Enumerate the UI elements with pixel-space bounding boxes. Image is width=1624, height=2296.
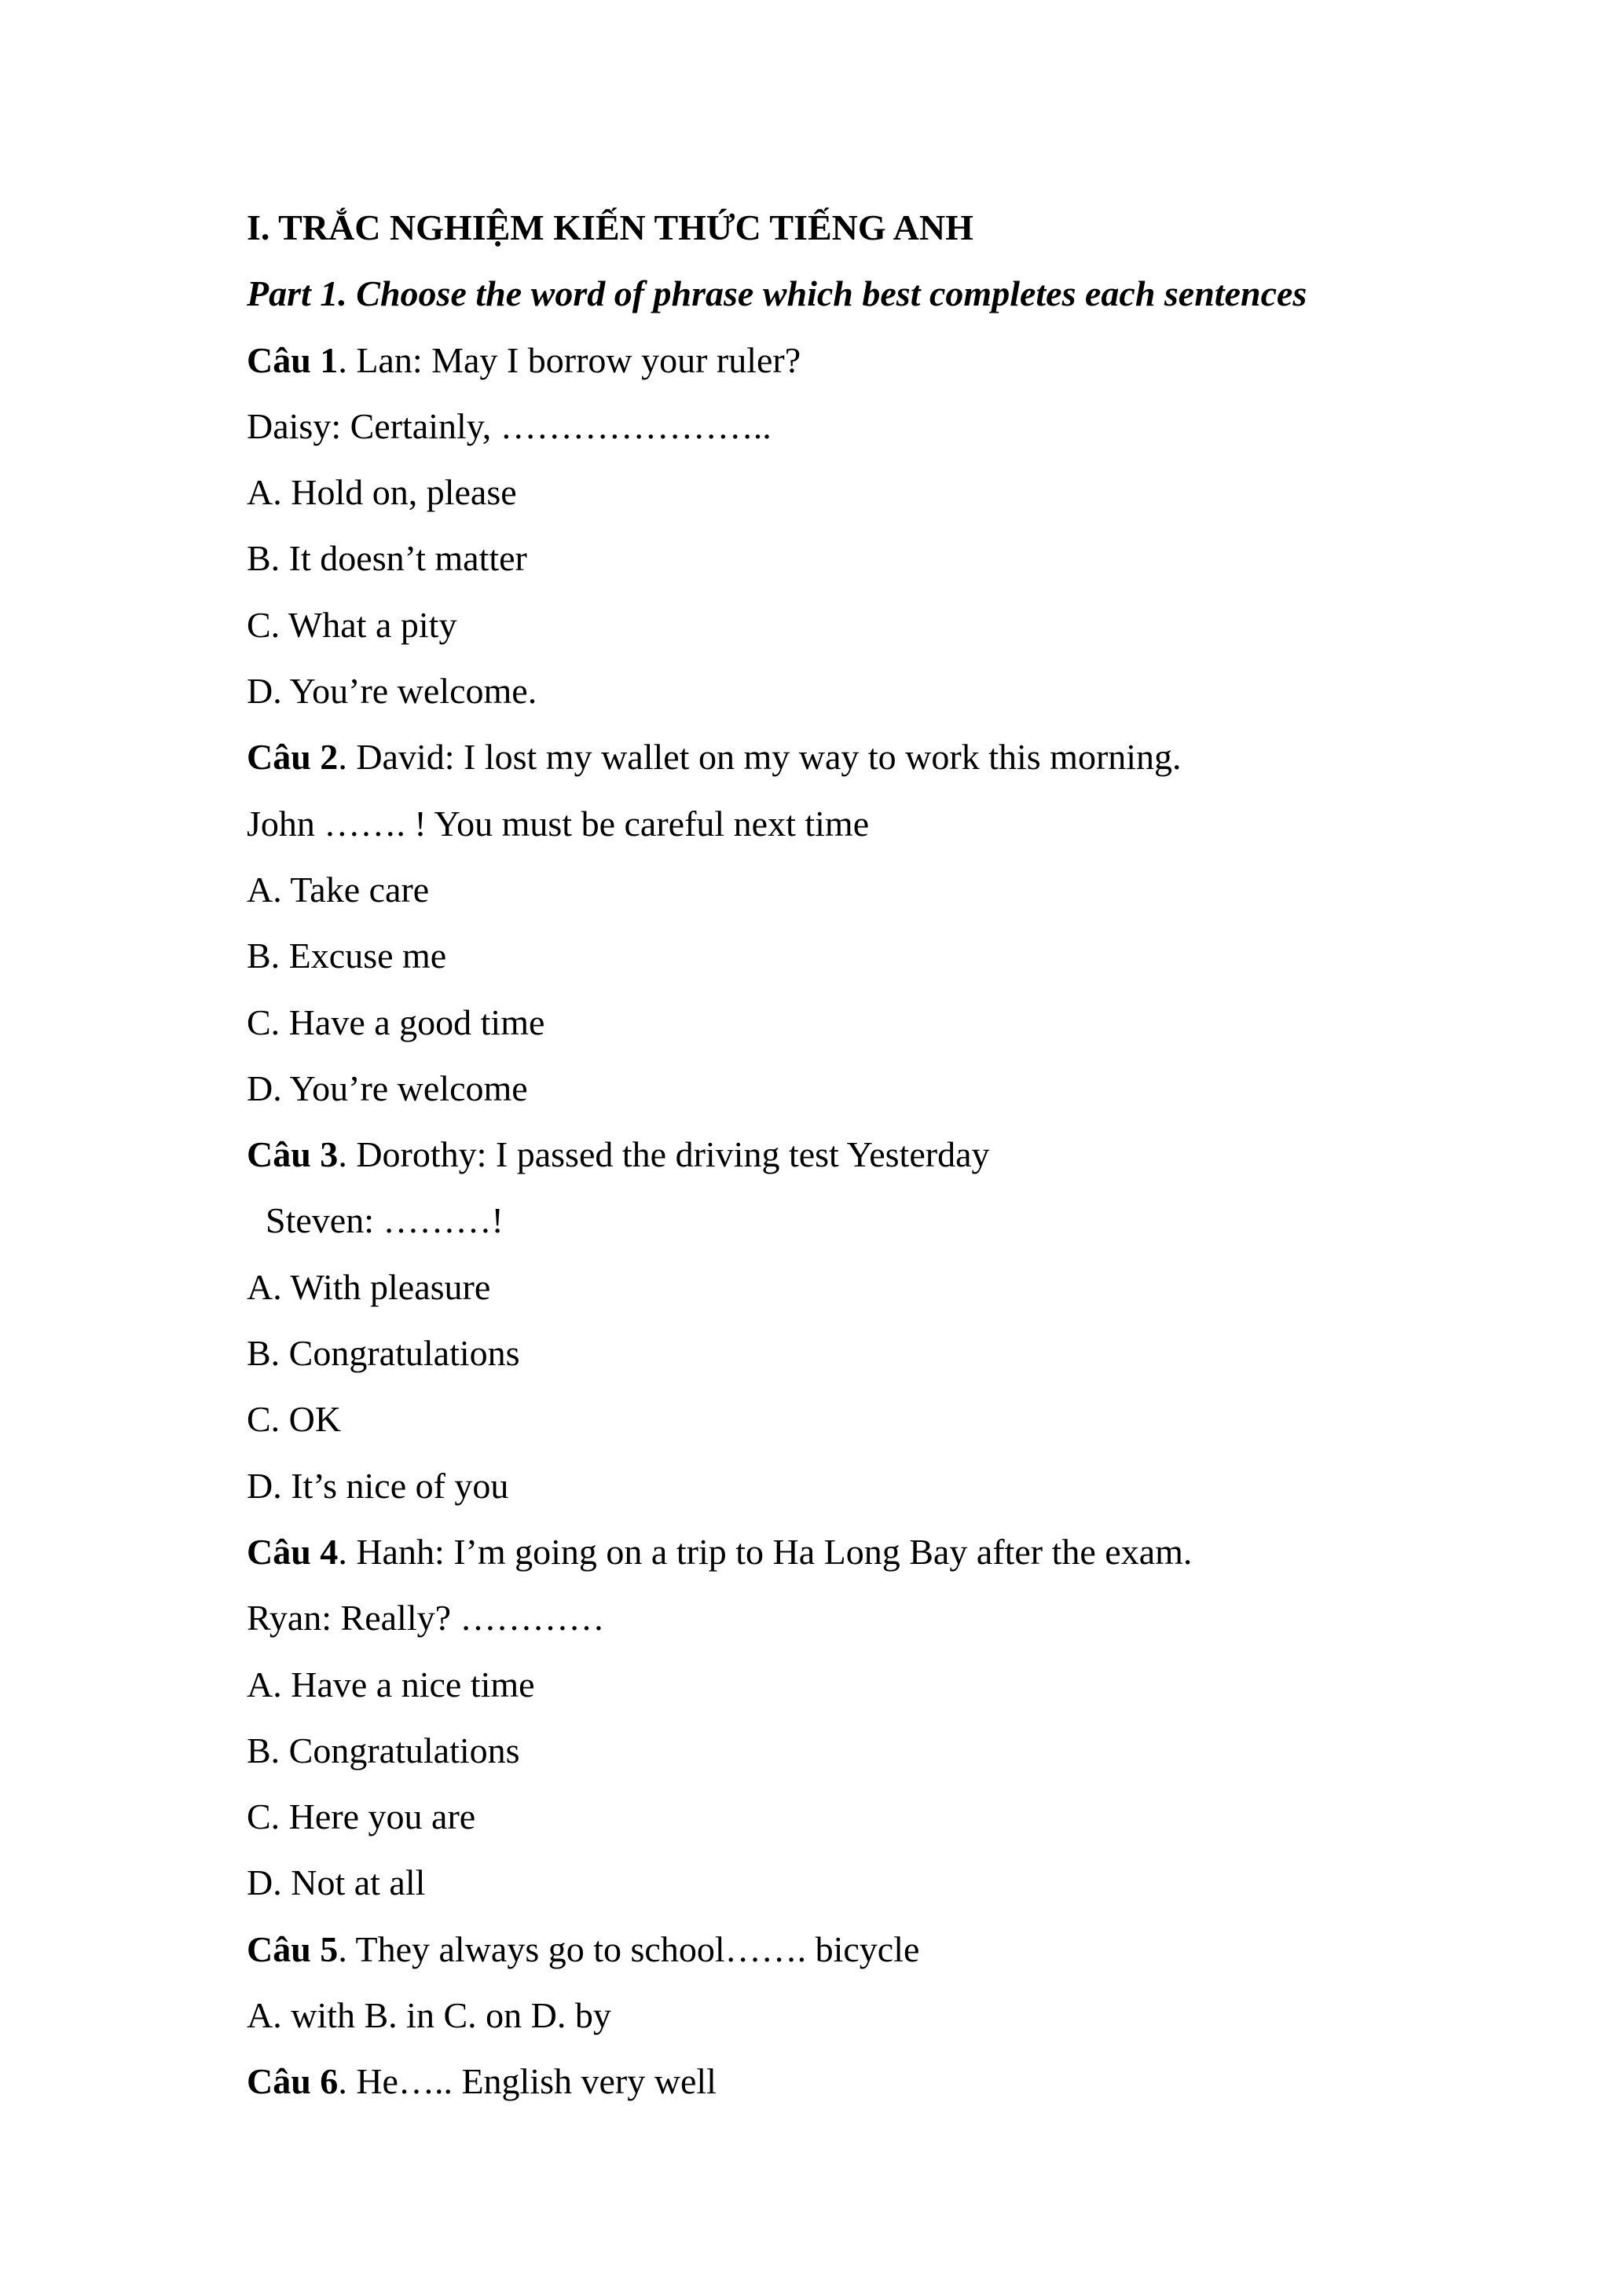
question-1 bbox=[247, 328, 1472, 394]
question-label: Câu 2 bbox=[247, 737, 339, 778]
question-label: Câu 1 bbox=[247, 339, 339, 380]
dialogue-line: Ryan: Really? ………… bbox=[247, 1598, 605, 1639]
option-d: D. Not at all bbox=[247, 1862, 426, 1903]
option-b: B. Excuse me bbox=[247, 936, 447, 976]
option-b: B. It doesn’t matter bbox=[247, 538, 527, 579]
dialogue-line: John ……. ! You must be careful next time bbox=[247, 803, 870, 844]
option-d: D. You’re welcome. bbox=[247, 671, 537, 712]
question-label: Câu 4 bbox=[247, 1531, 339, 1572]
question-text: . Dorothy: I passed the driving test Yesterday bbox=[338, 1134, 990, 1175]
section-title: I. TRẮC NGHIỆM KIẾN THỨC TIẾNG ANH bbox=[247, 207, 973, 247]
option-b: B. Congratulations bbox=[247, 1730, 520, 1771]
option-c: C. OK bbox=[247, 1399, 342, 1440]
option-c: C. Have a good time bbox=[247, 1002, 545, 1042]
option-a: A. Have a nice time bbox=[247, 1664, 535, 1705]
document-content bbox=[247, 195, 1472, 2115]
question-2 bbox=[247, 724, 1472, 790]
question-text: . They always go to school……. bicycle bbox=[338, 1928, 920, 1969]
part-title: Part 1. Choose the word of phrase which best completes each sentences bbox=[247, 273, 1307, 314]
question-label: Câu 6 bbox=[247, 2061, 339, 2102]
option-d: D. It’s nice of you bbox=[247, 1465, 509, 1506]
options-inline: A. with B. in C. on D. by bbox=[247, 1995, 611, 2036]
option-d: D. You’re welcome bbox=[247, 1067, 528, 1108]
option-c: C. What a pity bbox=[247, 604, 457, 645]
option-a: A. Take care bbox=[247, 869, 430, 910]
option-b: B. Congratulations bbox=[247, 1333, 520, 1374]
question-3 bbox=[247, 1122, 1472, 1188]
question-text: . Lan: May I borrow your ruler? bbox=[338, 339, 801, 380]
question-text: . He….. English very well bbox=[338, 2061, 717, 2102]
option-a: A. Hold on, please bbox=[247, 472, 517, 513]
option-c: C. Here you are bbox=[247, 1796, 476, 1837]
dialogue-line: Steven: ………! bbox=[266, 1200, 504, 1241]
question-5 bbox=[247, 1917, 1472, 1983]
dialogue-line: Daisy: Certainly, ………………….. bbox=[247, 405, 772, 446]
question-label: Câu 3 bbox=[247, 1134, 339, 1175]
question-label: Câu 5 bbox=[247, 1928, 339, 1969]
question-6 bbox=[247, 2049, 1472, 2115]
question-4 bbox=[247, 1519, 1472, 1585]
question-text: . Hanh: I’m going on a trip to Ha Long Bay after the exam. bbox=[338, 1531, 1193, 1572]
question-text: . David: I lost my wallet on my way to work this morning. bbox=[338, 737, 1182, 778]
option-a: A. With pleasure bbox=[247, 1266, 491, 1307]
